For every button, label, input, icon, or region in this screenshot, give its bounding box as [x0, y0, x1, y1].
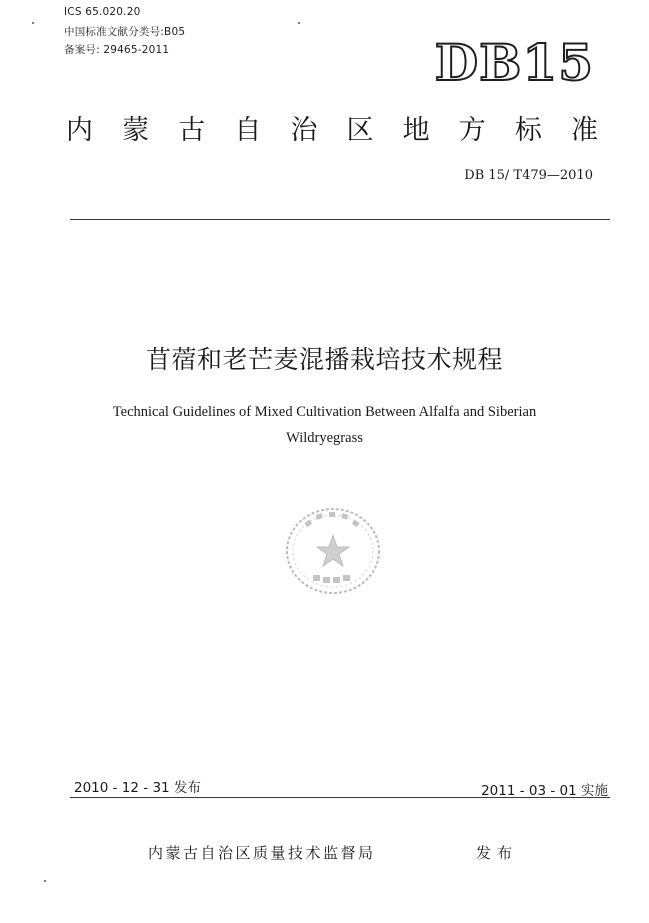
scan-speck [44, 880, 46, 882]
bottom-divider [70, 797, 610, 798]
heading-char: 蒙 [122, 115, 150, 146]
official-seal [283, 505, 383, 597]
db15-logo: DB15 [434, 33, 594, 92]
scan-speck [32, 22, 34, 24]
heading-char: 区 [346, 115, 374, 146]
record-number: 备案号: 29465-2011 [64, 44, 170, 56]
ccs-classification: 中国标准文献分类号:B05 [64, 26, 186, 38]
title-english-line2: Wildryegrass [286, 430, 363, 446]
heading-char: 内 [66, 115, 93, 146]
scan-speck [298, 22, 300, 24]
implementation-date: 2011 - 03 - 01 实施 [481, 783, 608, 799]
issue-date: 2010 - 12 - 31 发布 [74, 780, 201, 796]
heading-char: 方 [458, 115, 486, 146]
heading-char: 自 [234, 115, 262, 146]
heading-char: 准 [570, 115, 598, 146]
issuing-authority: 内蒙古自治区质量技术监督局 [148, 844, 376, 862]
top-divider [70, 219, 610, 220]
local-standard-heading [66, 117, 598, 144]
title-english-line1: Technical Guidelines of Mixed Cultivation Between Alfalfa and Siberian [112, 404, 537, 420]
heading-char: 地 [402, 115, 430, 146]
heading-char: 治 [290, 115, 318, 146]
ics-code: ICS 65.020.20 [64, 6, 141, 18]
standard-number: DB 15/ T479—2010 [464, 168, 593, 183]
issuing-label: 发布 [476, 844, 519, 862]
heading-char: 标 [514, 115, 542, 146]
title-chinese: 苜蓿和老芒麦混播栽培技术规程 [145, 345, 503, 374]
heading-char: 古 [178, 115, 206, 146]
